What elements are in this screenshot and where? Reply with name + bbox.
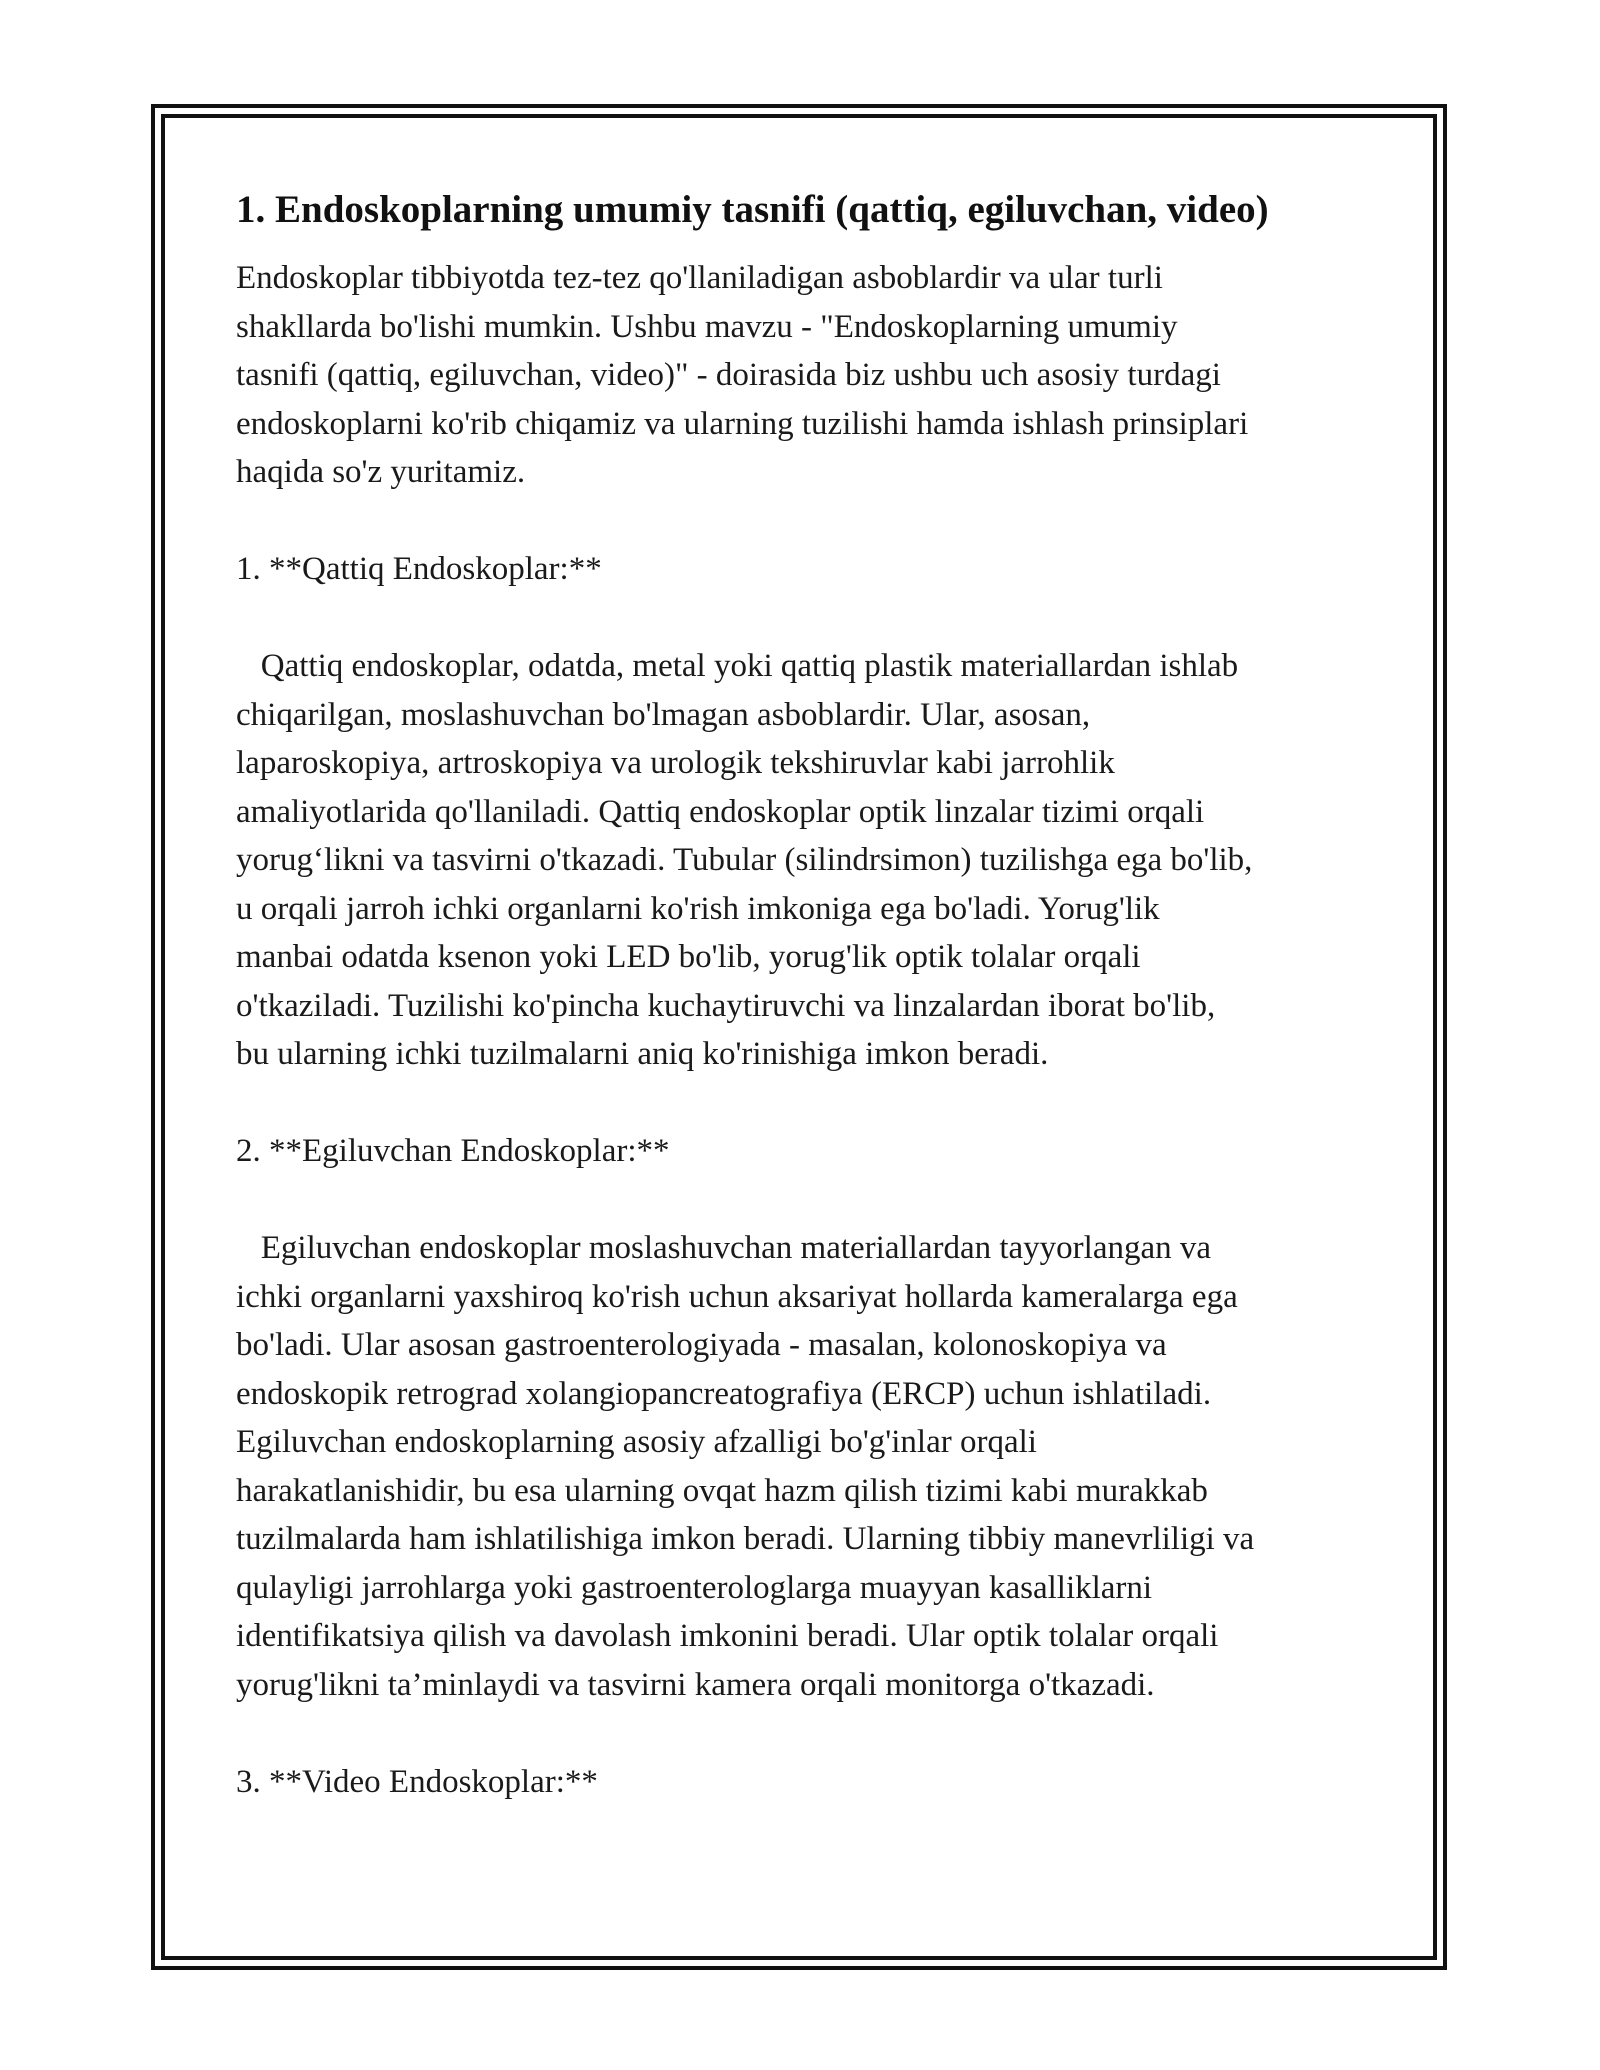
document-content [236, 184, 1386, 1806]
document-title: 1. Endoskoplarning umumiy tasnifi (qattiq, egiluvchan, video) [236, 188, 1269, 231]
section-heading-video: 3. **Video Endoskoplar:** [236, 1763, 598, 1800]
section-body-qattiq: Qattiq endoskoplar, odatda, metal yoki qattiq plastik materiallardan ishlab chiqarilgan, moslashuvchan bo'lmagan asboblardir. Ular, asosan, laparoskopiya, artroskopiya va urologik tekshiruvlar kabi jarrohlik amaliyotlarida qo'llaniladi. Qattiq endoskoplar optik linzalar tizimi orqali yorug‘likni va tasvirni o'tkazadi. Tubular (silindrsimon) tuzilishga ega bo'lib, u orqali jarroh ichki organlarni ko'rish imkoniga ega bo'ladi. Yorug'lik manbai odatda ksenon yoki LED bo'lib, yorug'lik optik tolalar orqali o'tkaziladi. Tuzilishi ko'pincha kuchaytiruvchi va linzalardan iborat bo'lib, bu ularning ichki tuzilmalarni aniq ko'rinishiga imkon beradi. [236, 648, 1253, 1072]
paragraph-gap [236, 1079, 1386, 1128]
paragraph-gap [236, 1709, 1386, 1758]
section-heading-egiluvchan: 2. **Egiluvchan Endoskoplar:** [236, 1133, 670, 1169]
paragraph-gap [236, 497, 1386, 546]
paragraph-gap [236, 594, 1386, 643]
section-heading-qattiq: 1. **Qattiq Endoskoplar:** [236, 551, 602, 587]
intro-paragraph: Endoskoplar tibbiyotda tez-tez qo'llaniladigan asboblardir va ular turli shakllarda bo'lishi mumkin. Ushbu mavzu - "Endoskoplarning umumiy tasnifi (qattiq, egiluvchan, video)" - doirasida biz ushbu uch asosiy turdagi endoskoplarni ko'rib chiqamiz va ularning tuzilishi hamda ishlash prinsiplari haqida so'z yuritamiz. [236, 260, 1249, 490]
paragraph-gap [236, 1176, 1386, 1225]
section-body-egiluvchan: Egiluvchan endoskoplar moslashuvchan materiallardan tayyorlangan va ichki organlarni yaxshiroq ko'rish uchun aksariyat hollarda kameralarga ega bo'ladi. Ular asosan gastroenterologiyada - masalan, kolonoskopiya va endoskopik retrograd xolangiopancreatografiya (ERCP) uchun ishlatiladi. Egiluvchan endoskoplarning asosiy afzalligi bo'g'inlar orqali harakatlanishidir, bu esa ularning ovqat hazm qilish tizimi kabi murakkab tuzilmalarda ham ishlatilishiga imkon beradi. Ularning tibbiy manevrliligi va qulayligi jarrohlarga yoki gastroenterologlarga muayyan kasalliklarni identifikatsiya qilish va davolash imkonini beradi. Ular optik tolalar orqali yorug'likni ta’minlaydi va tasvirni kamera orqali monitorga o'tkazadi. [236, 1230, 1255, 1703]
